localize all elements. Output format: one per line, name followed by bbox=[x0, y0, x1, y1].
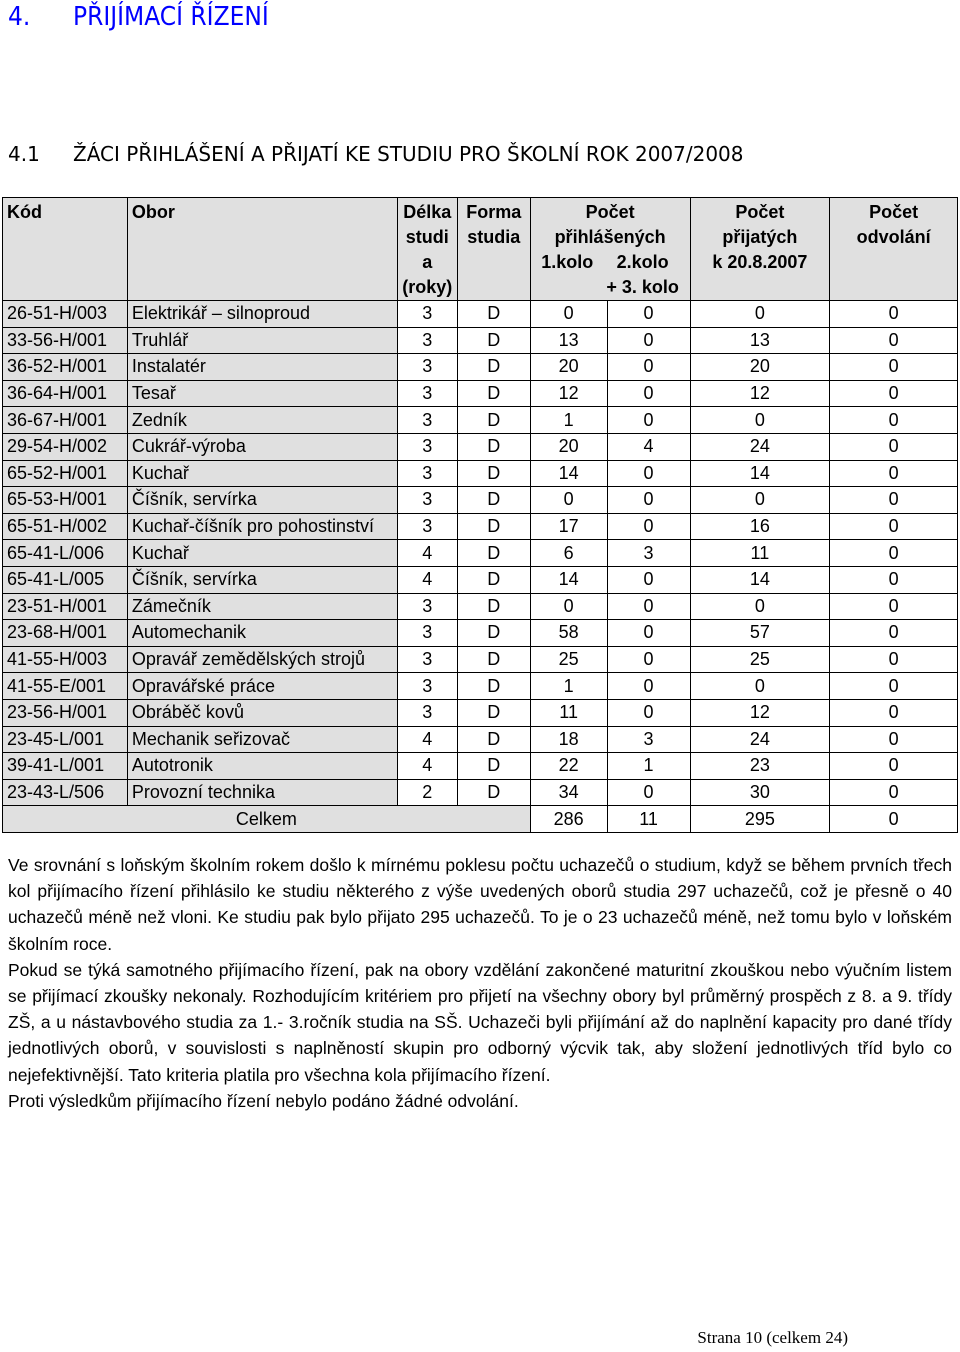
header-kolo23 bbox=[606, 250, 679, 300]
cell-prijato: 13 bbox=[690, 327, 830, 354]
cell-odvolani: 0 bbox=[830, 407, 958, 434]
cell-delka: 3 bbox=[397, 327, 457, 354]
cell-prijato: 12 bbox=[690, 699, 830, 726]
cell-kolo1: 58 bbox=[530, 620, 607, 647]
cell-kolo1: 0 bbox=[530, 593, 607, 620]
cell-obor: Instalatér bbox=[127, 354, 397, 381]
cell-kolo23: 0 bbox=[607, 327, 690, 354]
table-row bbox=[3, 487, 958, 514]
cell-prijato: 14 bbox=[690, 460, 830, 487]
header-forma-line2: studia bbox=[467, 227, 521, 247]
cell-obor: Elektrikář – silnoproud bbox=[127, 301, 397, 328]
cell-kod: 36-64-H/001 bbox=[3, 380, 128, 407]
table-row bbox=[3, 327, 958, 354]
cell-kolo1: 0 bbox=[530, 487, 607, 514]
cell-prijato: 24 bbox=[690, 726, 830, 753]
header-delka-line4: (roky) bbox=[402, 277, 453, 297]
header-delka-line1: Délka bbox=[403, 202, 452, 222]
cell-forma: D bbox=[457, 487, 530, 514]
cell-kolo1: 22 bbox=[530, 753, 607, 780]
cell-odvolani: 0 bbox=[830, 513, 958, 540]
cell-obor: Provozní technika bbox=[127, 779, 397, 806]
table-row bbox=[3, 301, 958, 328]
cell-prijato: 30 bbox=[690, 779, 830, 806]
cell-kolo1: 34 bbox=[530, 779, 607, 806]
cell-prijato: 20 bbox=[690, 354, 830, 381]
cell-kolo23: 0 bbox=[607, 646, 690, 673]
table-body bbox=[3, 301, 958, 806]
cell-forma: D bbox=[457, 673, 530, 700]
cell-kolo23: 0 bbox=[607, 593, 690, 620]
cell-forma: D bbox=[457, 593, 530, 620]
cell-kolo23: 3 bbox=[607, 540, 690, 567]
cell-delka: 4 bbox=[397, 566, 457, 593]
cell-obor: Autotronik bbox=[127, 753, 397, 780]
header-pocet-odvolani bbox=[830, 198, 958, 301]
page-footer: Strana 10 (celkem 24) bbox=[697, 1328, 848, 1347]
header-kolo2-line1: 2.kolo bbox=[616, 252, 669, 272]
cell-odvolani: 0 bbox=[830, 779, 958, 806]
cell-forma: D bbox=[457, 327, 530, 354]
cell-forma: D bbox=[457, 779, 530, 806]
cell-obor: Tesař bbox=[127, 380, 397, 407]
cell-forma: D bbox=[457, 380, 530, 407]
cell-delka: 2 bbox=[397, 779, 457, 806]
cell-odvolani: 0 bbox=[830, 460, 958, 487]
cell-kolo1: 6 bbox=[530, 540, 607, 567]
table-row bbox=[3, 620, 958, 647]
cell-forma: D bbox=[457, 354, 530, 381]
header-prijatych-line1: Počet bbox=[735, 202, 785, 222]
cell-obor: Zedník bbox=[127, 407, 397, 434]
section-heading bbox=[8, 2, 269, 32]
cell-kolo23: 0 bbox=[607, 354, 690, 381]
cell-kod: 65-41-L/005 bbox=[3, 566, 128, 593]
total-kolo1: 286 bbox=[530, 806, 607, 833]
subsection-heading bbox=[8, 142, 744, 166]
table-row bbox=[3, 673, 958, 700]
cell-prijato: 0 bbox=[690, 673, 830, 700]
cell-kolo23: 0 bbox=[607, 673, 690, 700]
summary-text bbox=[8, 852, 952, 1114]
cell-kolo23: 3 bbox=[607, 726, 690, 753]
cell-kod: 23-68-H/001 bbox=[3, 620, 128, 647]
table-row bbox=[3, 433, 958, 460]
cell-kod: 65-52-H/001 bbox=[3, 460, 128, 487]
header-prijatych-line3: k 20.8.2007 bbox=[712, 252, 808, 272]
cell-kolo23: 0 bbox=[607, 620, 690, 647]
cell-prijato: 11 bbox=[690, 540, 830, 567]
cell-kolo23: 0 bbox=[607, 779, 690, 806]
cell-prijato: 16 bbox=[690, 513, 830, 540]
admissions-table bbox=[2, 197, 958, 833]
cell-delka: 3 bbox=[397, 593, 457, 620]
cell-kolo1: 12 bbox=[530, 380, 607, 407]
header-forma bbox=[457, 198, 530, 301]
cell-forma: D bbox=[457, 646, 530, 673]
header-delka-line3: a bbox=[422, 252, 433, 272]
table-row bbox=[3, 566, 958, 593]
cell-prijato: 57 bbox=[690, 620, 830, 647]
cell-kod: 29-54-H/002 bbox=[3, 433, 128, 460]
cell-prijato: 25 bbox=[690, 646, 830, 673]
cell-forma: D bbox=[457, 726, 530, 753]
cell-obor: Opravářské práce bbox=[127, 673, 397, 700]
cell-odvolani: 0 bbox=[830, 726, 958, 753]
header-prijatych-line2: přijatých bbox=[722, 227, 798, 247]
cell-prijato: 12 bbox=[690, 380, 830, 407]
cell-prijato: 0 bbox=[690, 407, 830, 434]
cell-kolo1: 25 bbox=[530, 646, 607, 673]
cell-delka: 4 bbox=[397, 540, 457, 567]
paragraph: Pokud se týká samotného přijímacího řízení, pak na obory vzdělání zakončené maturitní zkouškou nebo výučním listem se přijímací zkoušky nekonaly. Rozhodujícím kritériem pro přijetí na všechny obory byl průměrný prospěch z 8. a 9. třídy ZŠ, a u nástavbového studia za 1.- 3.ročník studia na SŠ. Uchazeči byli přijímání až do naplnění kapacity pro dané třídy jednotlivých oborů, v souvislosti s naplněností skupin pro odborný výcvik tak, aby složení jednotlivých tříd bylo co nejefektivnější. Tato kriteria platila pro všechna kola přijímacího řízení. bbox=[8, 959, 952, 1085]
cell-forma: D bbox=[457, 460, 530, 487]
total-odvolani: 0 bbox=[830, 806, 958, 833]
header-kolo2-line2: + 3. kolo bbox=[606, 277, 679, 297]
table-row bbox=[3, 779, 958, 806]
header-delka bbox=[397, 198, 457, 301]
cell-odvolani: 0 bbox=[830, 566, 958, 593]
paragraph: Proti výsledkům přijímacího řízení nebylo podáno žádné odvolání. bbox=[8, 1090, 519, 1111]
cell-kolo23: 0 bbox=[607, 487, 690, 514]
cell-delka: 3 bbox=[397, 460, 457, 487]
cell-kolo1: 17 bbox=[530, 513, 607, 540]
paragraph: Ve srovnání s loňským školním rokem došlo k mírnému poklesu počtu uchazečů o studium, když se během prvních třech kol přijímacího řízení přihlásilo ke studiu některého z výše uvedených oborů studia 297 uchazečů, což je přesně o 40 uchazečů méně než vloni. Ke studiu pak bylo přijato 295 uchazečů. To je o 23 uchazečů méně, než tomu bylo v loňském školním roce. bbox=[8, 855, 952, 954]
cell-delka: 3 bbox=[397, 487, 457, 514]
table-row bbox=[3, 699, 958, 726]
cell-forma: D bbox=[457, 301, 530, 328]
cell-prijato: 0 bbox=[690, 301, 830, 328]
header-pocet-prijatych bbox=[690, 198, 830, 301]
cell-kolo23: 0 bbox=[607, 301, 690, 328]
cell-delka: 3 bbox=[397, 673, 457, 700]
cell-delka: 4 bbox=[397, 726, 457, 753]
cell-prijato: 0 bbox=[690, 487, 830, 514]
cell-kod: 23-43-L/506 bbox=[3, 779, 128, 806]
cell-kolo1: 14 bbox=[530, 460, 607, 487]
table-row bbox=[3, 593, 958, 620]
cell-kod: 36-67-H/001 bbox=[3, 407, 128, 434]
cell-forma: D bbox=[457, 540, 530, 567]
cell-kod: 23-45-L/001 bbox=[3, 726, 128, 753]
subsection-title: ŽÁCI PŘIHLÁŠENÍ A PŘIJATÍ KE STUDIU PRO ŠKOLNÍ ROK 2007/2008 bbox=[73, 142, 744, 166]
cell-delka: 3 bbox=[397, 380, 457, 407]
cell-delka: 4 bbox=[397, 753, 457, 780]
cell-obor: Číšník, servírka bbox=[127, 487, 397, 514]
cell-odvolani: 0 bbox=[830, 646, 958, 673]
header-kolo1: 1.kolo bbox=[541, 252, 594, 272]
cell-delka: 3 bbox=[397, 407, 457, 434]
cell-kolo23: 1 bbox=[607, 753, 690, 780]
section-title: PŘIJÍMACÍ ŘÍZENÍ bbox=[73, 2, 269, 32]
cell-kolo23: 0 bbox=[607, 566, 690, 593]
cell-forma: D bbox=[457, 566, 530, 593]
cell-delka: 3 bbox=[397, 301, 457, 328]
cell-forma: D bbox=[457, 620, 530, 647]
cell-kolo1: 11 bbox=[530, 699, 607, 726]
total-kolo23: 11 bbox=[607, 806, 690, 833]
cell-odvolani: 0 bbox=[830, 540, 958, 567]
table-row bbox=[3, 540, 958, 567]
cell-kolo1: 0 bbox=[530, 301, 607, 328]
cell-obor: Číšník, servírka bbox=[127, 566, 397, 593]
cell-odvolani: 0 bbox=[830, 699, 958, 726]
total-prijato: 295 bbox=[690, 806, 830, 833]
cell-kolo1: 1 bbox=[530, 407, 607, 434]
header-odvolani-line2: odvolání bbox=[856, 227, 931, 247]
cell-kod: 65-53-H/001 bbox=[3, 487, 128, 514]
header-odvolani-line1: Počet bbox=[869, 202, 919, 222]
table-row bbox=[3, 460, 958, 487]
cell-odvolani: 0 bbox=[830, 301, 958, 328]
cell-kolo23: 0 bbox=[607, 699, 690, 726]
cell-odvolani: 0 bbox=[830, 380, 958, 407]
table-row bbox=[3, 726, 958, 753]
cell-obor: Obráběč kovů bbox=[127, 699, 397, 726]
cell-kolo23: 0 bbox=[607, 513, 690, 540]
table-row bbox=[3, 646, 958, 673]
cell-kolo23: 0 bbox=[607, 407, 690, 434]
cell-obor: Kuchař-číšník pro pohostinství bbox=[127, 513, 397, 540]
cell-obor: Kuchař bbox=[127, 460, 397, 487]
table-header-row bbox=[3, 198, 958, 301]
cell-kolo1: 20 bbox=[530, 433, 607, 460]
cell-kolo23: 0 bbox=[607, 460, 690, 487]
cell-kolo1: 20 bbox=[530, 354, 607, 381]
cell-odvolani: 0 bbox=[830, 433, 958, 460]
header-prihl-line1: Počet bbox=[585, 202, 635, 222]
cell-kod: 36-52-H/001 bbox=[3, 354, 128, 381]
cell-obor: Zámečník bbox=[127, 593, 397, 620]
cell-forma: D bbox=[457, 433, 530, 460]
cell-obor: Truhlář bbox=[127, 327, 397, 354]
cell-kod: 23-56-H/001 bbox=[3, 699, 128, 726]
cell-delka: 3 bbox=[397, 354, 457, 381]
cell-kod: 65-51-H/002 bbox=[3, 513, 128, 540]
table-row bbox=[3, 407, 958, 434]
cell-delka: 3 bbox=[397, 620, 457, 647]
cell-forma: D bbox=[457, 513, 530, 540]
cell-forma: D bbox=[457, 407, 530, 434]
cell-prijato: 14 bbox=[690, 566, 830, 593]
section-number: 4. bbox=[8, 2, 31, 32]
header-kod: Kód bbox=[3, 198, 128, 301]
header-pocet-prihlasenych bbox=[530, 198, 690, 301]
cell-delka: 3 bbox=[397, 699, 457, 726]
header-obor: Obor bbox=[127, 198, 397, 301]
cell-obor: Mechanik seřizovač bbox=[127, 726, 397, 753]
cell-kod: 26-51-H/003 bbox=[3, 301, 128, 328]
total-row bbox=[3, 806, 958, 833]
cell-kod: 23-51-H/001 bbox=[3, 593, 128, 620]
total-label: Celkem bbox=[3, 806, 531, 833]
cell-obor: Opravář zemědělských strojů bbox=[127, 646, 397, 673]
cell-odvolani: 0 bbox=[830, 593, 958, 620]
cell-kod: 41-55-H/003 bbox=[3, 646, 128, 673]
cell-kolo23: 4 bbox=[607, 433, 690, 460]
cell-kod: 65-41-L/006 bbox=[3, 540, 128, 567]
cell-odvolani: 0 bbox=[830, 487, 958, 514]
cell-prijato: 0 bbox=[690, 593, 830, 620]
cell-forma: D bbox=[457, 753, 530, 780]
table-row bbox=[3, 380, 958, 407]
cell-kolo23: 0 bbox=[607, 380, 690, 407]
cell-prijato: 24 bbox=[690, 433, 830, 460]
cell-forma: D bbox=[457, 699, 530, 726]
cell-delka: 3 bbox=[397, 433, 457, 460]
cell-kod: 33-56-H/001 bbox=[3, 327, 128, 354]
cell-odvolani: 0 bbox=[830, 620, 958, 647]
header-delka-line2: studi bbox=[405, 227, 449, 247]
cell-kod: 41-55-E/001 bbox=[3, 673, 128, 700]
cell-prijato: 23 bbox=[690, 753, 830, 780]
cell-delka: 3 bbox=[397, 646, 457, 673]
table-row bbox=[3, 354, 958, 381]
cell-odvolani: 0 bbox=[830, 673, 958, 700]
cell-kolo1: 14 bbox=[530, 566, 607, 593]
header-forma-line1: Forma bbox=[466, 202, 522, 222]
cell-kolo1: 13 bbox=[530, 327, 607, 354]
cell-odvolani: 0 bbox=[830, 354, 958, 381]
table-row bbox=[3, 753, 958, 780]
table-row bbox=[3, 513, 958, 540]
cell-obor: Automechanik bbox=[127, 620, 397, 647]
cell-obor: Kuchař bbox=[127, 540, 397, 567]
cell-kolo1: 1 bbox=[530, 673, 607, 700]
header-prihl-line2: přihlášených bbox=[554, 227, 666, 247]
cell-obor: Cukrář-výroba bbox=[127, 433, 397, 460]
subsection-number: 4.1 bbox=[8, 142, 40, 166]
cell-delka: 3 bbox=[397, 513, 457, 540]
cell-odvolani: 0 bbox=[830, 753, 958, 780]
cell-kolo1: 18 bbox=[530, 726, 607, 753]
cell-kod: 39-41-L/001 bbox=[3, 753, 128, 780]
cell-odvolani: 0 bbox=[830, 327, 958, 354]
